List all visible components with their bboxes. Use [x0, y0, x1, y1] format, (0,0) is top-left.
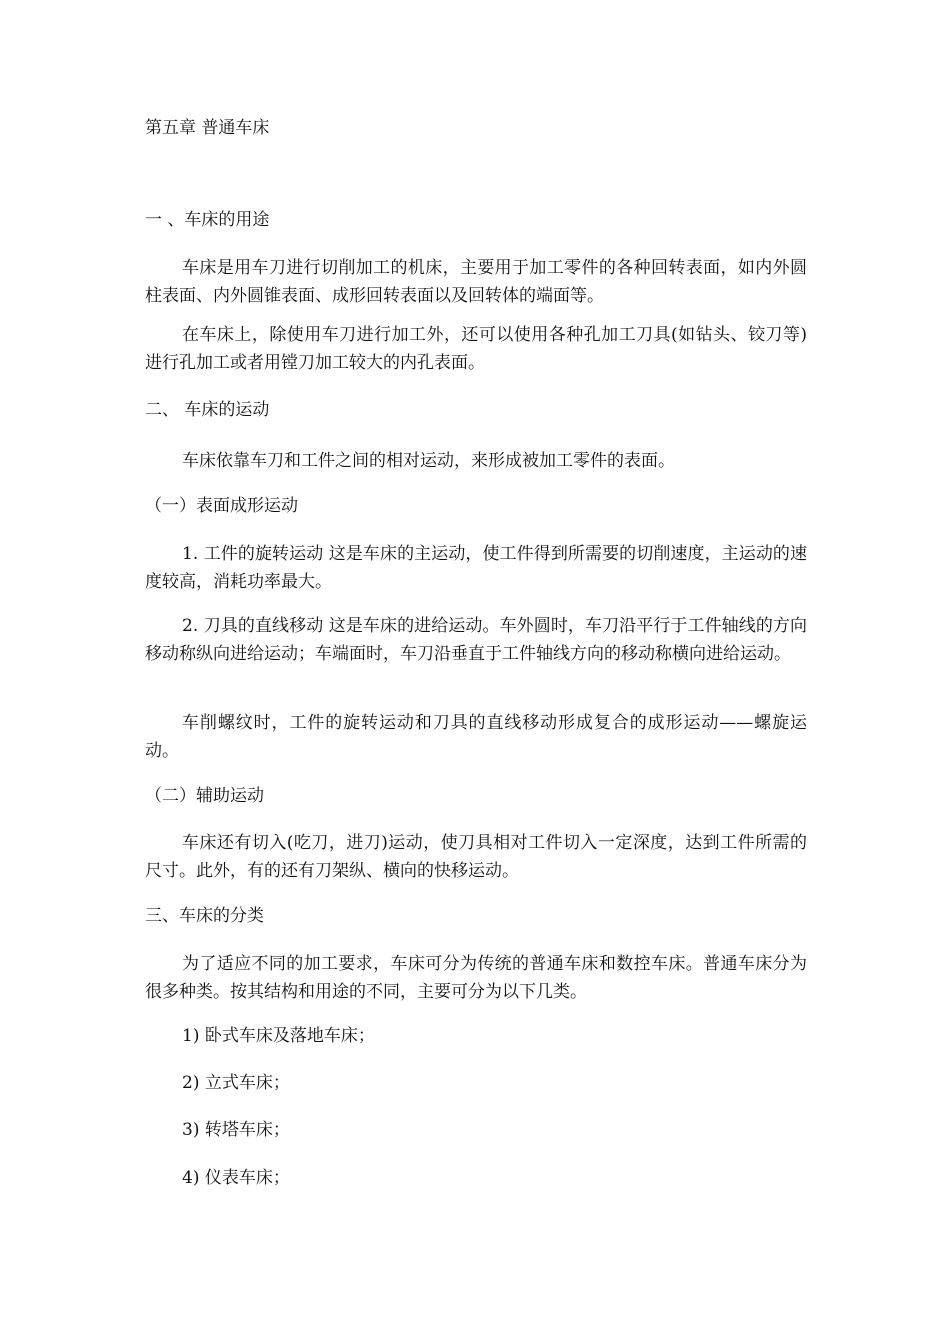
paragraph-relative-motion: 车床依靠车刀和工件之间的相对运动，来形成被加工零件的表面。 — [182, 451, 675, 471]
subsection-heading-auxiliary-motion: （二）辅助运动 — [145, 786, 264, 806]
section-heading-classification: 三、车床的分类 — [145, 906, 264, 926]
paragraph-rotation-motion: 1. 工件的旋转运动 这是车床的主运动，使工件得到所需要的切削速度，主运动的速度较高，消耗功率最大。 — [145, 544, 807, 592]
paragraph-auxiliary-motion: 车床还有切入(吃刀，进刀)运动，使刀具相对工件切入一定深度，达到工件所需的尺寸。此外，有的还有刀架纵、横向的快移运动。 — [145, 833, 807, 881]
list-item: 2) 立式车床； — [182, 1073, 290, 1093]
section-heading-uses: 一 、车床的用途 — [145, 210, 270, 230]
list-item: 4) 仪表车床； — [182, 1168, 290, 1188]
paragraph-linear-motion: 2. 刀具的直线移动 这是车床的进给运动。车外圆时，车刀沿平行于工件轴线的方向移动称纵向进给运动；车端面时，车刀沿垂直于工件轴线方向的移动称横向进给运动。 — [145, 616, 807, 664]
paragraph-classification: 为了适应不同的加工要求，车床可分为传统的普通车床和数控车床。普通车床分为很多种类。按其结构和用途的不同，主要可分为以下几类。 — [145, 954, 807, 1002]
list-item: 1) 卧式车床及落地车床； — [182, 1026, 375, 1046]
subsection-heading-forming-motion: （一）表面成形运动 — [145, 496, 298, 516]
section-heading-motion: 二、 车床的运动 — [145, 400, 270, 420]
paragraph-thread-cutting: 车削螺纹时，工件的旋转运动和刀具的直线移动形成复合的成形运动——螺旋运动。 — [145, 713, 807, 761]
chapter-title: 第五章 普通车床 — [145, 118, 270, 138]
paragraph-lathe-definition: 车床是用车刀进行切削加工的机床，主要用于加工零件的各种回转表面，如内外圆柱表面、内外圆锥表面、成形回转表面以及回转体的端面等。 — [145, 258, 807, 306]
list-item: 3) 转塔车床； — [182, 1120, 290, 1140]
paragraph-hole-machining: 在车床上，除使用车刀进行加工外，还可以使用各种孔加工刀具(如钻头、铰刀等)进行孔加工或者用镗刀加工较大的内孔表面。 — [145, 325, 807, 373]
